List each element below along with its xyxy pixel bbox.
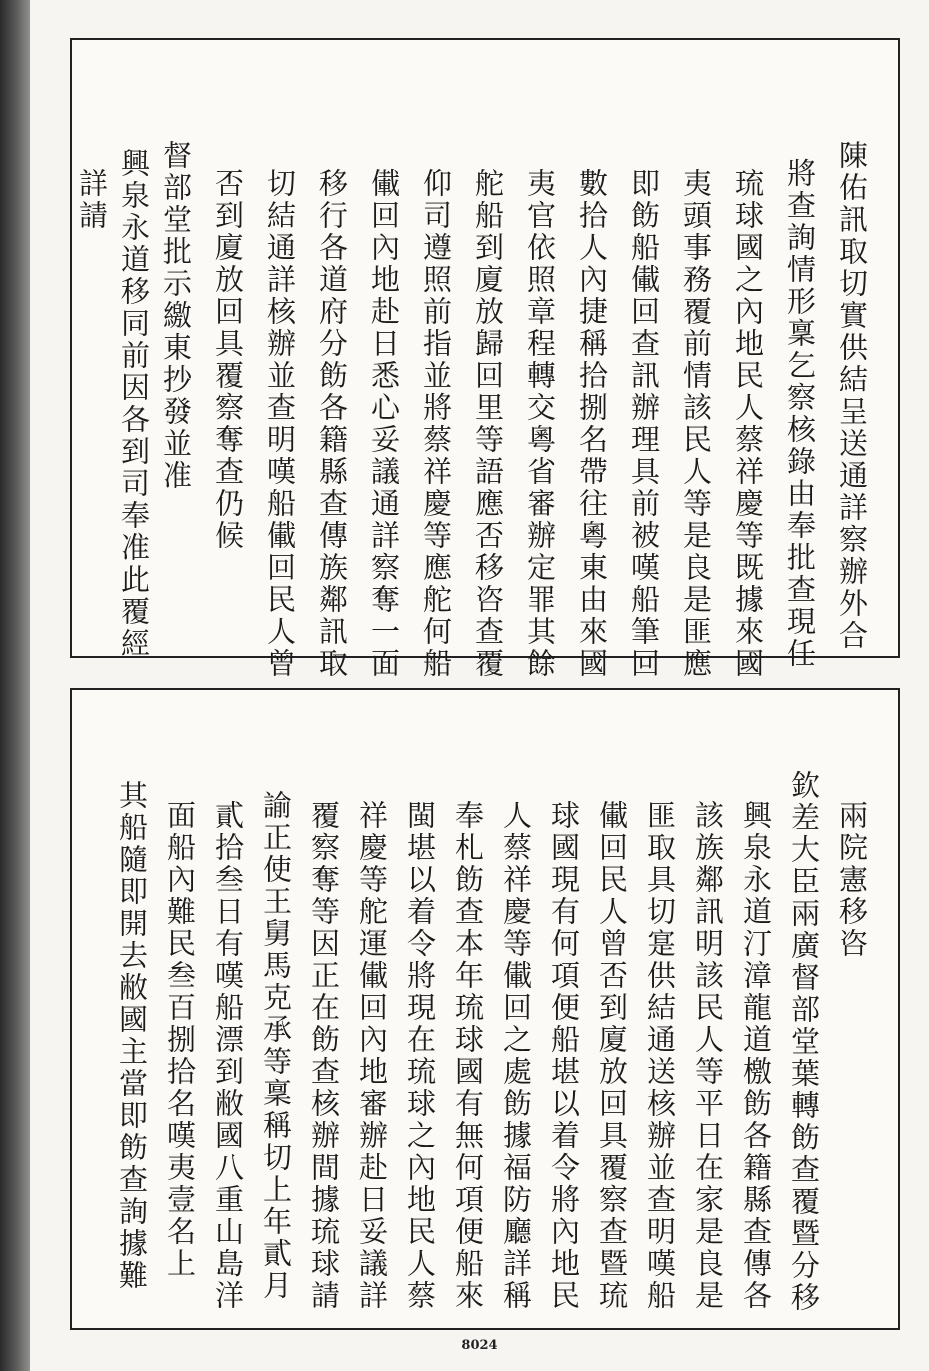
text-column: 欽差大臣兩廣督部堂葉轉飭查覆暨分移 — [787, 770, 821, 1314]
text-column: 覆察奪等因正在飭查核辦間據琉球請 — [307, 800, 341, 1312]
text-column: 興泉永道汀漳龍道檄飭各籍縣查傳各 — [739, 800, 773, 1312]
page-number: 8024 — [461, 1338, 498, 1353]
text-column: 督部堂批示繳東抄發並准 — [159, 140, 193, 492]
text-column: 將查詢情形稟乞察核錄由奉批查現任 — [783, 158, 817, 670]
text-column: 閩堪以着令將現在琉球之內地民人蔡 — [403, 800, 437, 1312]
text-column: 數拾人內捷稱拾捌名帶往粵東由來國 — [575, 168, 609, 680]
text-column: 舵船到廈放歸回里等語應否移咨查覆 — [471, 168, 505, 680]
top-text-frame — [70, 38, 900, 680]
text-column: 其船隨即開去敝國主當即飭查詢據難 — [115, 780, 149, 1292]
text-column: 人蔡祥慶等儎回之處飭據福防廳詳稱 — [499, 800, 533, 1312]
text-column: 興泉永道移同前因各到司奉准此覆經 — [117, 148, 151, 660]
text-column: 否到廈放回具覆察奪查仍候 — [211, 168, 245, 552]
text-column: 匪取具切寔供結通送核辦並查明嘆船 — [643, 800, 677, 1312]
text-column: 切結通詳核辦並查明嘆船儎回民人曾 — [263, 168, 297, 680]
text-column: 該族鄰訊明該民人等平日在家是良是 — [691, 800, 725, 1312]
text-column: 諭正使王舅馬克承等稟稱切上年貳月 — [259, 790, 293, 1302]
text-column: 奉札飭查本年琉球國有無何項便船來 — [451, 800, 485, 1312]
text-column: 移行各道府分飭各籍縣查傳族鄰訊取 — [315, 168, 349, 680]
text-column: 貳拾叁日有嘆船漂到敝國八重山島洋 — [211, 800, 245, 1312]
text-column: 儎回內地赴日悉心妥議通詳察奪一面 — [367, 168, 401, 680]
text-column: 仰司遵照前指並將蔡祥慶等應舵何船 — [419, 168, 453, 680]
text-column: 儎回民人曾否到廈放回具覆察查暨琉 — [595, 800, 629, 1312]
top-text-columns — [72, 40, 898, 680]
text-column: 詳請 — [75, 168, 109, 232]
text-column: 面船內難民叁百捌拾名嘆夷壹名上 — [163, 800, 197, 1280]
text-column: 兩院憲移咨 — [835, 800, 869, 960]
bottom-text-columns — [72, 690, 898, 1328]
text-column: 球國現有何項便船堪以着令將內地民 — [547, 800, 581, 1312]
bottom-text-frame — [70, 688, 900, 1330]
document-page — [30, 0, 929, 1371]
text-column: 即飭船儎回查訊辦理具前被嘆船筆回 — [627, 168, 661, 680]
text-column: 陳佑訊取切實供結呈送通詳察辦外合 — [835, 140, 869, 652]
text-column: 祥慶等舵運儎回內地審辦赴日妥議詳 — [355, 800, 389, 1312]
text-column: 夷官依照章程轉交粵省審辦定罪其餘 — [523, 168, 557, 680]
text-column: 夷頭事務覆前情該民人等是良是匪應 — [679, 168, 713, 680]
text-column: 琉球國之內地民人蔡祥慶等既據來國 — [731, 168, 765, 680]
